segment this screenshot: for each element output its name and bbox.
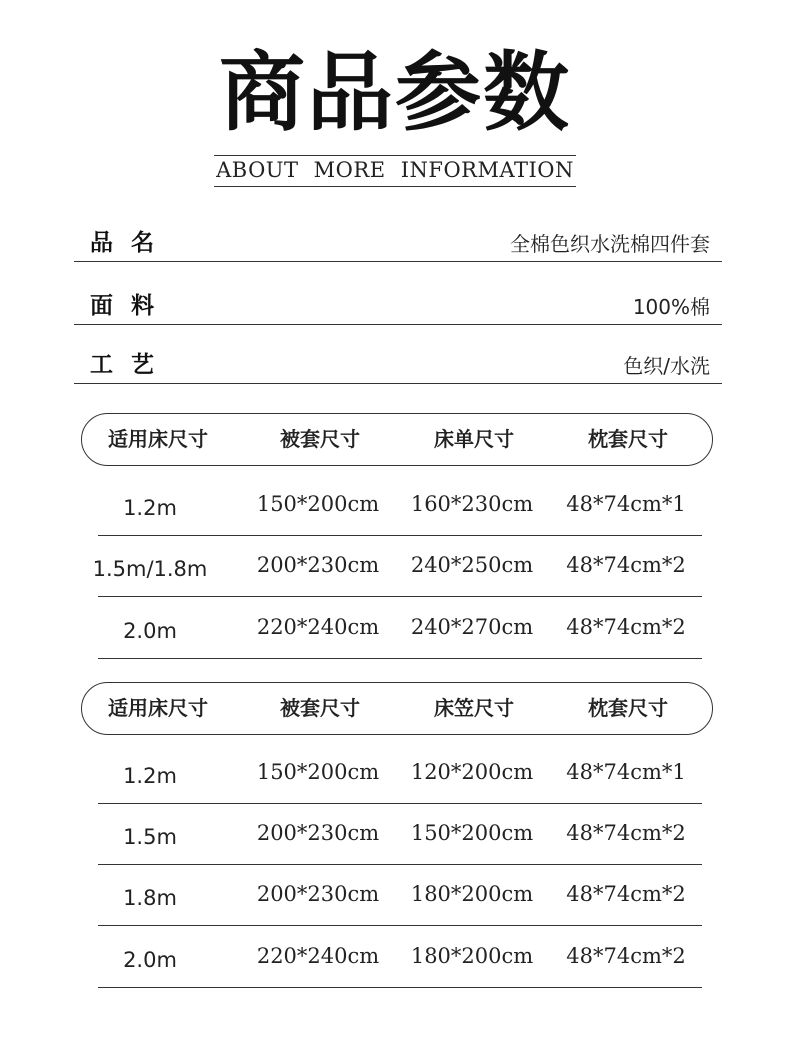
table-cell: 160*230cm	[410, 492, 534, 516]
table-cell: 150*200cm	[256, 760, 380, 784]
table-cell: 200*230cm	[256, 882, 380, 906]
param-label: 工艺	[90, 352, 172, 378]
param-value: 全棉色织水洗棉四件套	[510, 232, 710, 256]
table-cell: 200*230cm	[256, 821, 380, 845]
table2-header	[81, 682, 713, 735]
table-cell: 48*74cm*2	[566, 944, 686, 968]
table-row	[98, 803, 702, 865]
table-header-cell: 枕套尺寸	[588, 427, 668, 451]
table-header-cell: 适用床尺寸	[108, 696, 208, 720]
table-cell: 220*240cm	[256, 944, 380, 968]
table-row	[98, 864, 702, 926]
param-label: 品名	[90, 230, 172, 256]
table-cell: 150*200cm	[256, 492, 380, 516]
page-title: 商品参数	[219, 42, 571, 143]
table-row	[98, 742, 702, 804]
table-header-cell: 床单尺寸	[434, 427, 514, 451]
table-cell: 1.2m	[123, 496, 177, 520]
table-cell: 48*74cm*2	[566, 821, 686, 845]
table-header-cell: 床笠尺寸	[434, 696, 514, 720]
table-cell: 1.2m	[123, 764, 177, 788]
table-row	[98, 474, 702, 536]
table-cell: 48*74cm*2	[566, 553, 686, 577]
table-row	[98, 926, 702, 988]
table-cell: 120*200cm	[410, 760, 534, 784]
table-cell: 150*200cm	[410, 821, 534, 845]
table-cell: 200*230cm	[256, 553, 380, 577]
table-cell: 1.5m/1.8m	[92, 557, 208, 581]
table-cell: 240*250cm	[410, 553, 534, 577]
param-value: 100%棉	[632, 295, 710, 319]
table1-header	[81, 413, 713, 466]
table-cell: 48*74cm*2	[566, 882, 686, 906]
table-cell: 48*74cm*1	[566, 492, 686, 516]
table-cell: 240*270cm	[410, 615, 534, 639]
param-row-craft	[74, 344, 722, 384]
table-cell: 1.8m	[123, 886, 177, 910]
table-header-cell: 被套尺寸	[280, 427, 360, 451]
table-header-cell: 枕套尺寸	[588, 696, 668, 720]
param-value: 色织/水洗	[623, 354, 710, 378]
table-cell: 48*74cm*2	[566, 615, 686, 639]
table-row	[98, 597, 702, 659]
table-row	[92, 535, 702, 597]
table-cell: 1.5m	[123, 825, 177, 849]
table-cell: 48*74cm*1	[566, 760, 686, 784]
table-cell: 180*200cm	[410, 944, 534, 968]
param-row-name	[74, 222, 722, 262]
table-header-cell: 被套尺寸	[280, 696, 360, 720]
page-subtitle: ABOUT MORE INFORMATION	[214, 155, 576, 187]
table-cell: 180*200cm	[410, 882, 534, 906]
param-row-fabric	[74, 285, 722, 325]
table-header-cell: 适用床尺寸	[108, 427, 208, 451]
table-cell: 2.0m	[123, 619, 177, 643]
param-label: 面料	[90, 293, 172, 319]
table-cell: 2.0m	[123, 948, 177, 972]
table-cell: 220*240cm	[256, 615, 380, 639]
